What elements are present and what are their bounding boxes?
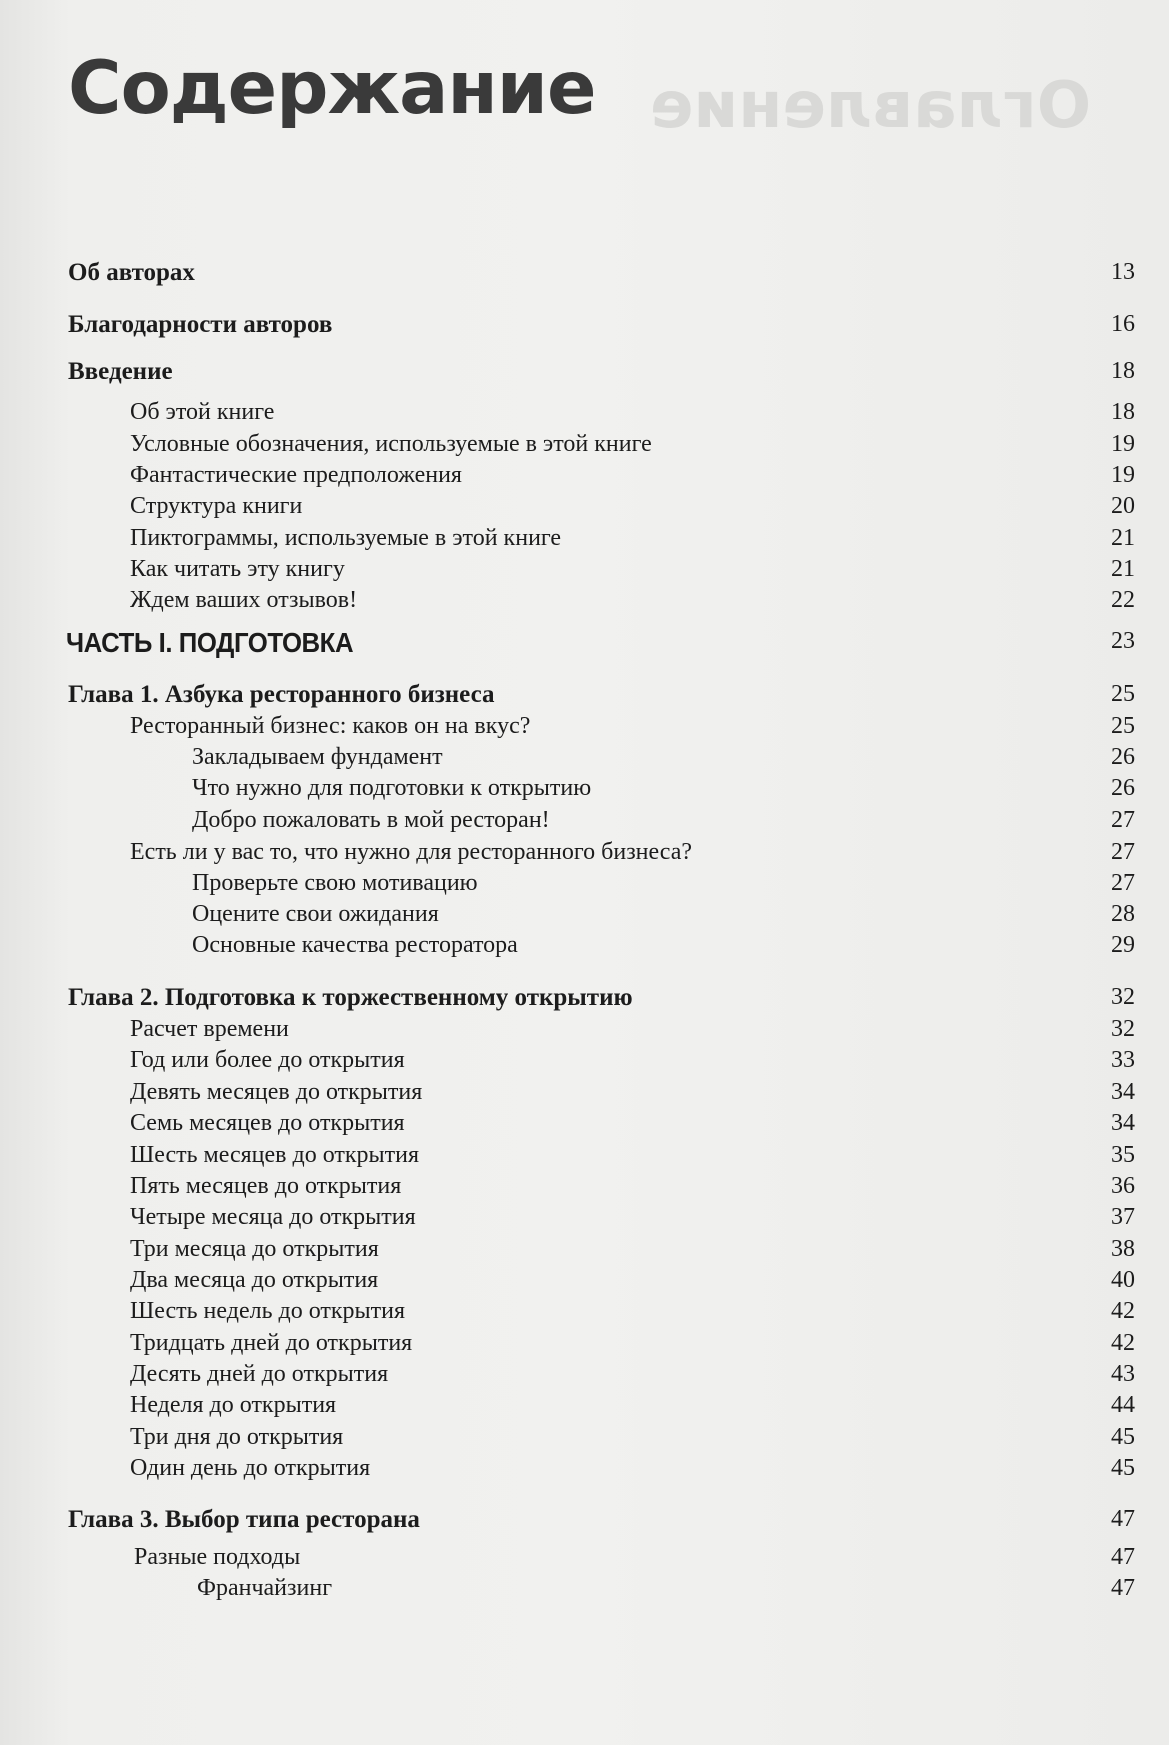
- toc-entry-title: Проверьте свою мотивацию: [192, 870, 478, 896]
- toc-entry: [0, 1507, 1169, 1537]
- toc-entry: [0, 1174, 1169, 1204]
- toc-entry-title: Условные обозначения, используемые в этой книге: [130, 431, 652, 457]
- toc-entry: [0, 1237, 1169, 1267]
- toc-entry: [0, 260, 1169, 290]
- toc-entry-title: Введение: [68, 358, 173, 385]
- toc-entry-title: Три месяца до открытия: [130, 1236, 379, 1262]
- toc-entry-title: Один день до открытия: [130, 1455, 371, 1481]
- toc-entry-title: Два месяца до открытия: [130, 1267, 379, 1293]
- toc-entry-page-number: 26: [1111, 744, 1135, 770]
- toc-entry-title: Закладываем фундамент: [192, 744, 443, 770]
- toc-entry-page-number: 34: [1111, 1110, 1135, 1136]
- toc-entry-page-number: 36: [1111, 1173, 1135, 1199]
- toc-entry: [0, 1545, 1169, 1575]
- toc-entry: [0, 840, 1169, 870]
- toc-entry: [0, 494, 1169, 524]
- toc-entry-page-number: 47: [1111, 1544, 1135, 1570]
- toc-entry: [0, 526, 1169, 556]
- toc-entry-title: Шесть недель до открытия: [130, 1298, 406, 1324]
- toc-entry-page-number: 47: [1111, 1575, 1135, 1601]
- toc-entry-page-number: 27: [1111, 807, 1135, 833]
- toc-entry-page-number: 29: [1111, 932, 1135, 958]
- toc-entry-title: Как читать эту книгу: [130, 556, 345, 582]
- toc-entry-page-number: 21: [1111, 525, 1135, 551]
- toc-entry-title: Пиктограммы, используемые в этой книге: [130, 525, 562, 551]
- toc-entry-title: Пять месяцев до открытия: [130, 1173, 402, 1199]
- toc-entry: [0, 1331, 1169, 1361]
- toc-entry: [0, 1048, 1169, 1078]
- toc-entry-page-number: 21: [1111, 556, 1135, 582]
- toc-entry-title: Франчайзинг: [197, 1575, 333, 1601]
- toc-entry-page-number: 22: [1111, 587, 1135, 613]
- toc-entry: [0, 432, 1169, 462]
- toc-entry-page-number: 32: [1111, 984, 1135, 1010]
- toc-entry-title: Шесть месяцев до открытия: [130, 1142, 420, 1168]
- toc-entry-page-number: 28: [1111, 901, 1135, 927]
- toc-entry: [0, 629, 1169, 659]
- toc-entry-page-number: 19: [1111, 431, 1135, 457]
- toc-entry-title: Разные подходы: [134, 1544, 301, 1570]
- toc-entry-title: Об этой книге: [130, 399, 275, 425]
- toc-entry-title: Тридцать дней до открытия: [130, 1330, 413, 1356]
- toc-entry-title: Глава 3. Выбор типа ресторана: [68, 1506, 420, 1533]
- toc-entry-page-number: 26: [1111, 775, 1135, 801]
- toc-entry-title: Об авторах: [68, 259, 195, 286]
- toc-entry-title: Фантастические предположения: [130, 462, 462, 488]
- toc-entry-title: Три дня до открытия: [130, 1424, 344, 1450]
- toc-entry: [0, 933, 1169, 963]
- toc-entry-title: Глава 1. Азбука ресторанного бизнеса: [68, 681, 495, 708]
- toc-entry: [0, 1080, 1169, 1110]
- toc-entry: [0, 682, 1169, 712]
- toc-entry-page-number: 40: [1111, 1267, 1135, 1293]
- toc-entry: [0, 312, 1169, 342]
- toc-entry-title: Год или более до открытия: [130, 1047, 405, 1073]
- page-title: Содержание: [68, 46, 596, 131]
- toc-entry-page-number: 25: [1111, 713, 1135, 739]
- bleed-through-text: Оглавление: [650, 69, 1092, 143]
- toc-entry-page-number: 20: [1111, 493, 1135, 519]
- toc-entry-title: Четыре месяца до открытия: [130, 1204, 416, 1230]
- toc-entry-page-number: 43: [1111, 1361, 1135, 1387]
- toc-entry-page-number: 34: [1111, 1079, 1135, 1105]
- toc-entry-title: Семь месяцев до открытия: [130, 1110, 405, 1136]
- toc-entry-page-number: 45: [1111, 1455, 1135, 1481]
- toc-entry-page-number: 44: [1111, 1392, 1135, 1418]
- toc-entry-title: Неделя до открытия: [130, 1392, 337, 1418]
- toc-entry-title: Расчет времени: [130, 1016, 289, 1042]
- toc-entry-page-number: 25: [1111, 681, 1135, 707]
- toc-entry: [0, 745, 1169, 775]
- toc-entry-title: Есть ли у вас то, что нужно для ресторанного бизнеса?: [130, 839, 693, 865]
- toc-entry-page-number: 18: [1111, 399, 1135, 425]
- toc-entry-title: ЧАСТЬ I. ПОДГОТОВКА: [66, 627, 354, 658]
- toc-entry-page-number: 18: [1111, 358, 1135, 384]
- toc-entry: [0, 871, 1169, 901]
- toc-entry-page-number: 35: [1111, 1142, 1135, 1168]
- toc-entry-title: Глава 2. Подготовка к торжественному открытию: [68, 984, 633, 1011]
- toc-entry-page-number: 47: [1111, 1506, 1135, 1532]
- toc-entry: [0, 1299, 1169, 1329]
- toc-entry-title: Основные качества ресторатора: [192, 932, 518, 958]
- toc-entry-page-number: 45: [1111, 1424, 1135, 1450]
- toc-entry-title: Структура книги: [130, 493, 303, 519]
- toc-entry-title: Оцените свои ожидания: [192, 901, 439, 927]
- toc-entry-page-number: 42: [1111, 1330, 1135, 1356]
- toc-entry-title: Ресторанный бизнес: каков он на вкус?: [130, 713, 531, 739]
- toc-entry: [0, 1456, 1169, 1486]
- toc-entry-page-number: 23: [1111, 628, 1135, 654]
- toc-entry-page-number: 33: [1111, 1047, 1135, 1073]
- toc-entry-page-number: 19: [1111, 462, 1135, 488]
- toc-entry-title: Десять дней до открытия: [130, 1361, 389, 1387]
- toc-entry: [0, 1393, 1169, 1423]
- toc-entry: [0, 359, 1169, 389]
- toc-entry-page-number: 27: [1111, 870, 1135, 896]
- toc-entry: [0, 400, 1169, 430]
- toc-entry: [0, 1362, 1169, 1392]
- toc-entry: [0, 776, 1169, 806]
- toc-entry: [0, 1143, 1169, 1173]
- toc-entry: [0, 1205, 1169, 1235]
- toc-entry: [0, 902, 1169, 932]
- toc-entry: [0, 985, 1169, 1015]
- toc-entry-page-number: 13: [1111, 259, 1135, 285]
- toc-entry: [0, 1017, 1169, 1047]
- toc-entry-page-number: 27: [1111, 839, 1135, 865]
- toc-entry: [0, 1425, 1169, 1455]
- toc-entry: [0, 557, 1169, 587]
- toc-entry: [0, 588, 1169, 618]
- toc-entry-page-number: 37: [1111, 1204, 1135, 1230]
- toc-entry-page-number: 32: [1111, 1016, 1135, 1042]
- toc-entry: [0, 1576, 1169, 1606]
- toc-entry: [0, 714, 1169, 744]
- toc-entry-page-number: 38: [1111, 1236, 1135, 1262]
- toc-entry-title: Добро пожаловать в мой ресторан!: [192, 807, 550, 833]
- toc-entry-page-number: 42: [1111, 1298, 1135, 1324]
- toc-entry: [0, 463, 1169, 493]
- toc-entry-title: Что нужно для подготовки к открытию: [192, 775, 592, 801]
- toc-entry: [0, 1268, 1169, 1298]
- toc-entry-title: Девять месяцев до открытия: [130, 1079, 423, 1105]
- toc-entry-title: Ждем ваших отзывов!: [130, 587, 358, 613]
- toc-entry-title: Благодарности авторов: [68, 311, 333, 338]
- toc-entry: [0, 1111, 1169, 1141]
- toc-entry: [0, 808, 1169, 838]
- toc-entry-page-number: 16: [1111, 311, 1135, 337]
